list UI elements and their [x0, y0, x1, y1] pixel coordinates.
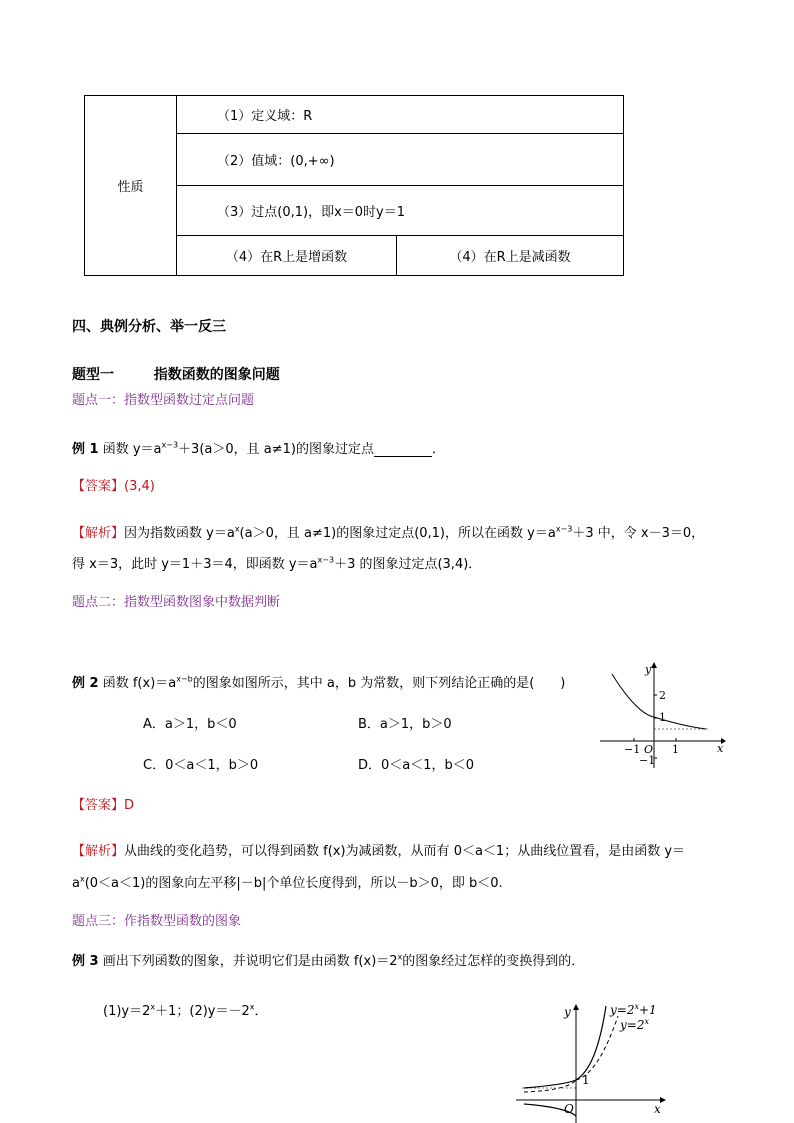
graph2-x-label: x [654, 1102, 661, 1116]
table-row-decreasing [397, 236, 624, 276]
answer2-value: D [124, 798, 135, 813]
option-c: C．0＜a＜1，b＞0 [143, 758, 259, 773]
example1-text-b: ＋3(a＞0，且 a≠1)的图象过定点 [178, 442, 374, 457]
example3-sub-a: (1)y＝2 [103, 1004, 151, 1019]
table-row-increasing [177, 236, 397, 276]
example3-sub-c: ． [254, 1004, 268, 1019]
solution1-l1b: (a＞0，且 a≠1)的图象过定点(0,1)，所以在函数 y＝a [239, 526, 556, 541]
type1-label: 题型一 [72, 367, 114, 383]
example1-label: 例 1 [72, 442, 99, 457]
graph2-tick-1: 1 [582, 1073, 590, 1087]
solution1-sup1: x [234, 524, 240, 534]
solution2-sup: x [79, 874, 85, 884]
x-axis-arrow [660, 1097, 666, 1103]
graph1-tick-1: 1 [659, 711, 666, 724]
curve-2x [524, 1016, 618, 1092]
point1-title: 题点一：指数型函数过定点问题 [72, 393, 255, 408]
graph2-lab1b: +1 [638, 1003, 657, 1017]
graph2-lab1sup: x [634, 1002, 639, 1011]
example3-text-b: 的图象经过怎样的变换得到的． [402, 954, 585, 969]
graph2-origin: O [564, 1102, 574, 1116]
fixed-point-text: （3）过点(0,1)，即x＝0时y＝1 [217, 205, 406, 220]
answer2 [72, 794, 134, 813]
solution1-sup2: x−3 [555, 524, 573, 534]
table-row-domain [177, 96, 624, 134]
domain-text: （1）定义域：R [217, 109, 313, 124]
solution1-line1 [72, 522, 704, 541]
exponential-graph-2 [514, 996, 674, 1123]
type1-heading [72, 364, 280, 384]
graph1-tick-neg1-x: −1 [624, 743, 641, 756]
graph1-tick-neg1-y: −1 [639, 754, 656, 767]
graph1-y-label: y [645, 663, 652, 676]
table-row-fixed-point [177, 186, 624, 236]
option-d: D．0＜a＜1，b＜0 [358, 758, 475, 773]
graph2-lab2a: y=2 [620, 1018, 645, 1032]
graph2-label-2x [619, 1017, 649, 1032]
graph1-tick-x1: 1 [672, 743, 679, 756]
decreasing-text: （4）在R上是减函数 [449, 250, 571, 265]
y-axis-arrow [651, 662, 657, 668]
solution1-l1c: ＋3 中，令 x－3＝0， [572, 526, 705, 541]
solution1-sup3: x−3 [317, 555, 335, 565]
example3 [72, 950, 584, 969]
example3-subquestions [103, 1000, 268, 1019]
graph2-lab1a: y=2 [610, 1003, 635, 1017]
properties-table [84, 95, 624, 276]
example3-label: 例 3 [72, 954, 99, 969]
example2-text-a: 函数 f(x)＝a [102, 676, 177, 691]
solution1-l1a: 因为指数函数 y＝a [124, 526, 235, 541]
answer2-label: 【答案】 [72, 798, 125, 813]
answer-blank [374, 444, 432, 457]
option-a: A．a＞1，b＜0 [143, 717, 237, 732]
point3-title: 题点三：作指数型函数的图象 [72, 914, 242, 929]
graph2-label-2x-plus-1 [609, 1002, 657, 1017]
solution1-l2a: 得 x＝3，此时 y＝1＋3＝4，即函数 y＝a [72, 557, 318, 572]
graph2-lab2sup: x [644, 1017, 649, 1026]
table-label-cell [85, 96, 177, 276]
answer1-label: 【答案】 [72, 479, 125, 494]
example1-sup: x−3 [161, 440, 179, 450]
point2-title: 题点二：指数型函数图象中数据判断 [72, 595, 281, 610]
answer1 [72, 475, 155, 494]
solution1-label: 【解析】 [72, 526, 125, 541]
example3-text-a: 画出下列函数的图象，并说明它们是由函数 f(x)＝2 [102, 954, 398, 969]
example2-sup: x−b [176, 674, 193, 684]
section-title: 四、典例分析、举一反三 [72, 319, 226, 335]
solution2-l2a: a [72, 876, 80, 891]
example2-text-b: 的图象如图所示，其中 a，b 为常数，则下列结论正确的是( ) [192, 676, 566, 691]
solution2-l1: 从曲线的变化趋势，可以得到函数 f(x)为减函数，从而有 0＜a＜1；从曲线位置看，是由函数 y＝ [124, 844, 686, 859]
table-row-range [177, 134, 624, 186]
example3-sup: x [397, 952, 403, 962]
increasing-text: （4）在R上是增函数 [225, 250, 348, 265]
solution1-l2b: ＋3 的图象过定点(3,4)． [334, 557, 482, 572]
example3-sub-b: ＋1；(2)y＝－2 [155, 1004, 250, 1019]
option-b: B．a＞1，b＞0 [358, 717, 452, 732]
solution2-line2 [72, 872, 503, 891]
graph1-origin: O [644, 743, 654, 756]
example1-tail: ． [431, 442, 445, 457]
example3-sub-sup2: x [249, 1002, 255, 1012]
graph1-x-label: x [717, 742, 724, 755]
example1-text-a: 函数 y＝a [102, 442, 162, 457]
solution2-line1 [72, 840, 685, 859]
table-label: 性质 [117, 180, 144, 195]
example1 [72, 438, 445, 457]
graph1-tick-2: 2 [659, 689, 666, 702]
solution2-label: 【解析】 [72, 844, 125, 859]
solution1-line2 [72, 553, 481, 572]
y-axis-arrow [573, 1004, 579, 1010]
example3-sub-sup1: x [150, 1002, 156, 1012]
exponential-graph-1 [598, 660, 728, 772]
answer1-value: (3,4) [124, 479, 155, 494]
graph2-y-label: y [564, 1005, 571, 1019]
type1-title: 指数函数的图象问题 [153, 367, 280, 383]
range-text: （2）值域：(0,+∞) [217, 154, 335, 169]
solution2-l2b: (0＜a＜1)的图象向左平移|－b|个单位长度得到，所以－b＞0，即 b＜0. [84, 876, 503, 891]
example2-label: 例 2 [72, 676, 99, 691]
example2 [72, 672, 565, 691]
